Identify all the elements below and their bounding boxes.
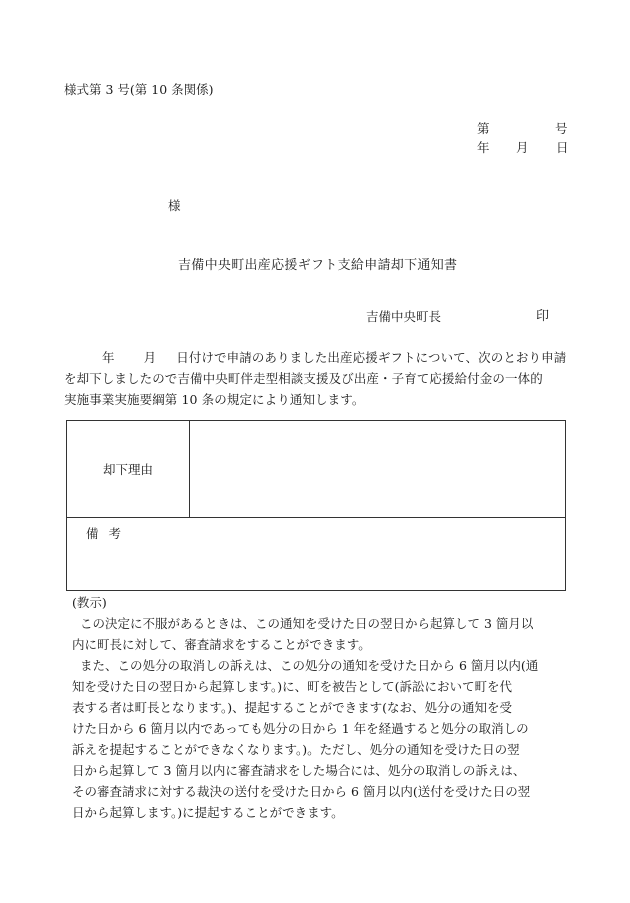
notice-line: また、この処分の取消しの訴えは、この処分の通知を受けた日から 6 箇月以内(通	[80, 658, 539, 673]
notice-line: 知を受けた日の翌日から起算します。)に、町を被告として(訴訟において町を代	[72, 679, 513, 694]
remarks-label: 備考	[86, 526, 132, 541]
intro-paragraph	[64, 347, 568, 410]
document-number-prefix: 第	[477, 121, 490, 136]
document-title: 吉備中央町出産応援ギフト支給申請却下通知書	[178, 258, 458, 273]
remarks-row[interactable]	[67, 518, 565, 590]
intro-line-3: 実施事業実施要綱第 10 条の規定により通知します。	[64, 392, 365, 407]
notice-line: 日から起算して 3 箇月以内に審査請求をした場合には、処分の取消しの訴えは、	[72, 763, 526, 778]
notice-line: けた日から 6 箇月以内であっても処分の日から 1 年を経過すると処分の取消しの	[72, 721, 529, 736]
form-number: 様式第 3 号(第 10 条関係)	[64, 82, 214, 97]
rejection-reason-field[interactable]	[190, 421, 565, 517]
date-year: 年	[477, 140, 490, 155]
appeal-notice	[64, 592, 574, 823]
notice-line: 表する者は町長となります。)、提起することができます(なお、処分の通知を受	[72, 700, 513, 715]
sender-name: 吉備中央町長	[366, 309, 442, 324]
recipient-honorific: 様	[168, 198, 181, 213]
document-number-suffix: 号	[555, 121, 568, 136]
intro-month: 月	[143, 350, 157, 365]
date-month: 月	[516, 140, 529, 155]
intro-year: 年	[102, 350, 115, 365]
notice-line: その審査請求に対する裁決の送付を受けた日から 6 箇月以内(送付を受けた日の翌	[72, 784, 531, 799]
date-day: 日	[556, 140, 569, 155]
notice-heading: (教示)	[72, 595, 107, 610]
intro-line-1-text: 日付けで申請のありました出産応援ギフトについて、次のとおり申請	[176, 350, 567, 365]
notice-line: 内に町長に対して、審査請求をすることができます。	[72, 637, 371, 652]
rejection-reason-label: 却下理由	[67, 421, 190, 517]
rejection-reason-row	[67, 421, 565, 518]
notice-line: 訴えを提起することができなくなります。)。ただし、処分の通知を受けた日の翌	[72, 742, 520, 757]
seal-mark: 印	[536, 309, 550, 324]
intro-line-2: を却下しましたので吉備中央町伴走型相談支援及び出産・子育て応援給付金の一体的	[64, 371, 543, 386]
notice-line: この決定に不服があるときは、この通知を受けた日の翌日から起算して 3 箇月以	[80, 616, 534, 631]
notice-line: 日から起算します。)に提起することができます。	[72, 805, 344, 820]
form-table	[66, 420, 566, 591]
intro-line-1	[64, 347, 568, 368]
